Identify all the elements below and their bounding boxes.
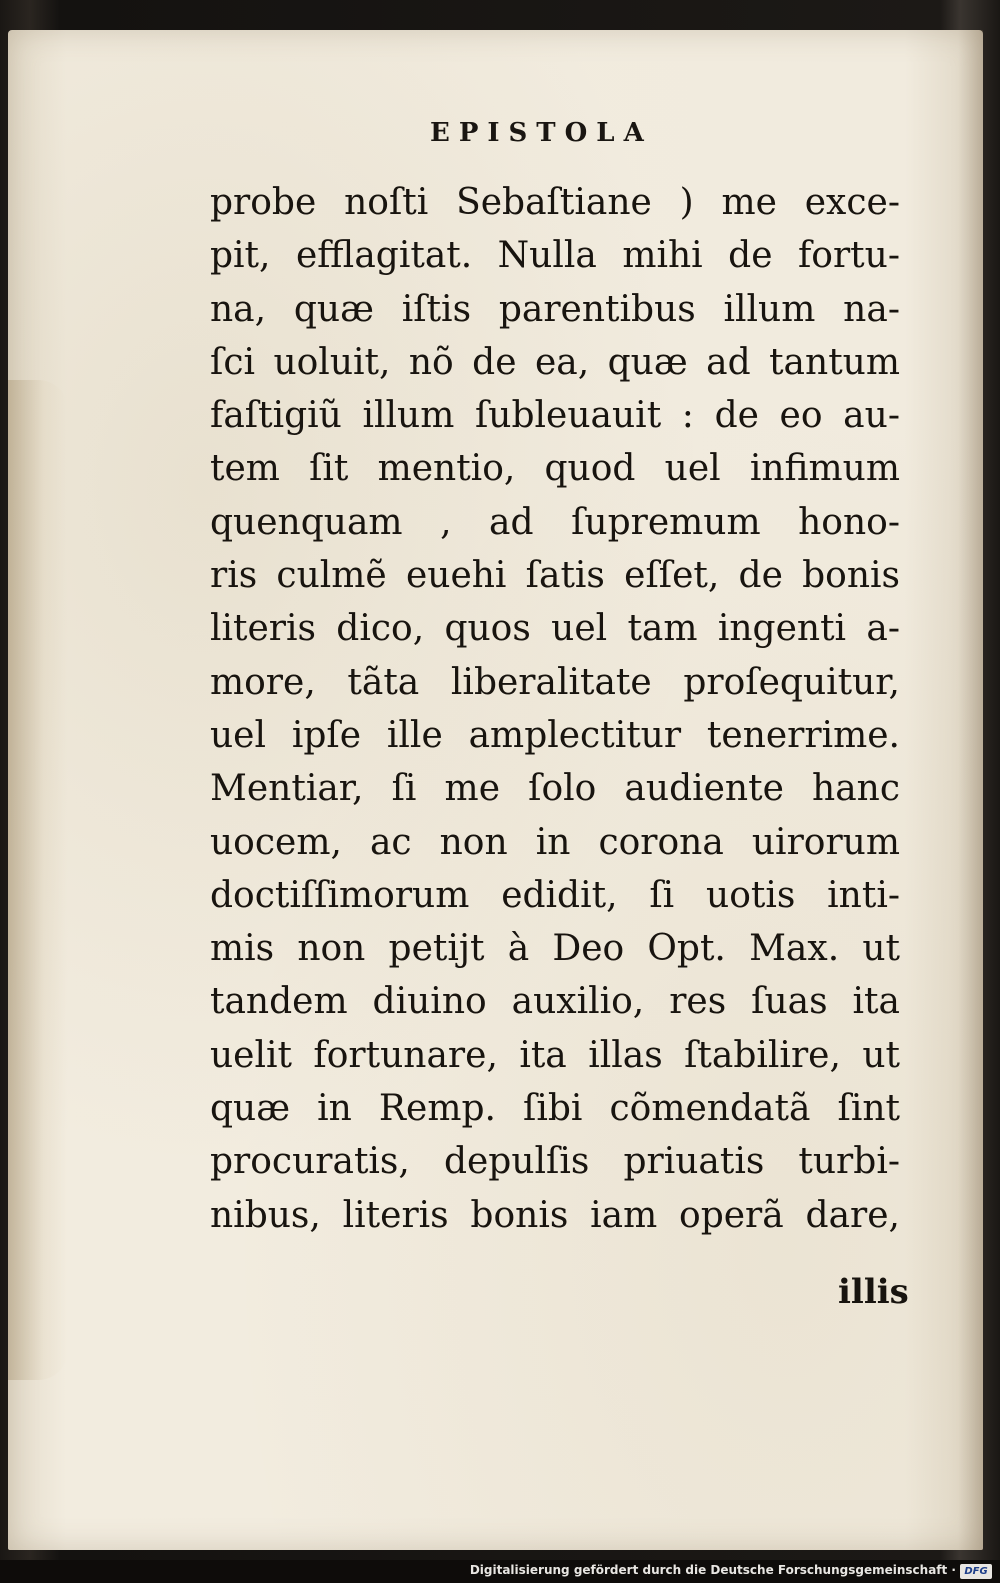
text-line: na, quæ iſtis parentibus illum na- [210,288,900,330]
text-line: quenquam , ad ſupremum hono- [210,501,900,543]
catchword: illis [838,1272,909,1312]
text-line: quæ in Remp. ſibi cõmendatã ſint [210,1088,900,1130]
text-line: doctiſſimorum edidit, ſi uotis inti- [210,874,900,916]
text-line: more, tãta liberalitate proſequitur, [210,661,900,703]
text-line: pit, efflagitat. Nulla mihi de fortu- [210,235,900,277]
page-edge-damage [8,380,68,1380]
digitization-credit: Digitalisierung gefördert durch die Deutsche Forschungsgemeinschaft · [469,1563,956,1577]
text-line: ris culmẽ euehi ſatis eſſet, de bonis [210,555,900,597]
text-line: Mentiar, ſi me ſolo audiente hanc [210,768,900,810]
text-line: mis non petijt à Deo Opt. Max. ut [210,928,900,970]
text-line: nibus, literis bonis iam operã dare, [210,1194,900,1236]
text-line: uocem, ac non in corona uirorum [210,821,900,863]
text-block [210,176,900,1242]
text-line: probe noſti Sebaſtiane ) me exce- [210,182,900,223]
text-line: tandem diuino auxilio, res ſuas ita [210,981,900,1023]
text-line: tem ſit mentio, quod uel infimum [210,448,900,490]
text-line: uel ipſe ille amplectitur tenerrime. [210,714,900,756]
running-head: EPISTOLA [430,118,653,148]
dfg-logo-text: DFG [964,1566,988,1577]
text-line: faſtigiũ illum ſubleuauit : de eo au- [210,395,900,437]
text-line: uelit fortunare, ita illas ſtabilire, ut [210,1034,900,1076]
text-line: literis dico, quos uel tam ingenti a- [210,608,900,650]
text-line: ſci uoluit, nõ de ea, quæ ad tantum [210,341,900,383]
dfg-logo [960,1564,992,1579]
text-line: procuratis, depulſis priuatis turbi- [210,1141,900,1183]
page-gutter-shadow [958,30,983,1550]
